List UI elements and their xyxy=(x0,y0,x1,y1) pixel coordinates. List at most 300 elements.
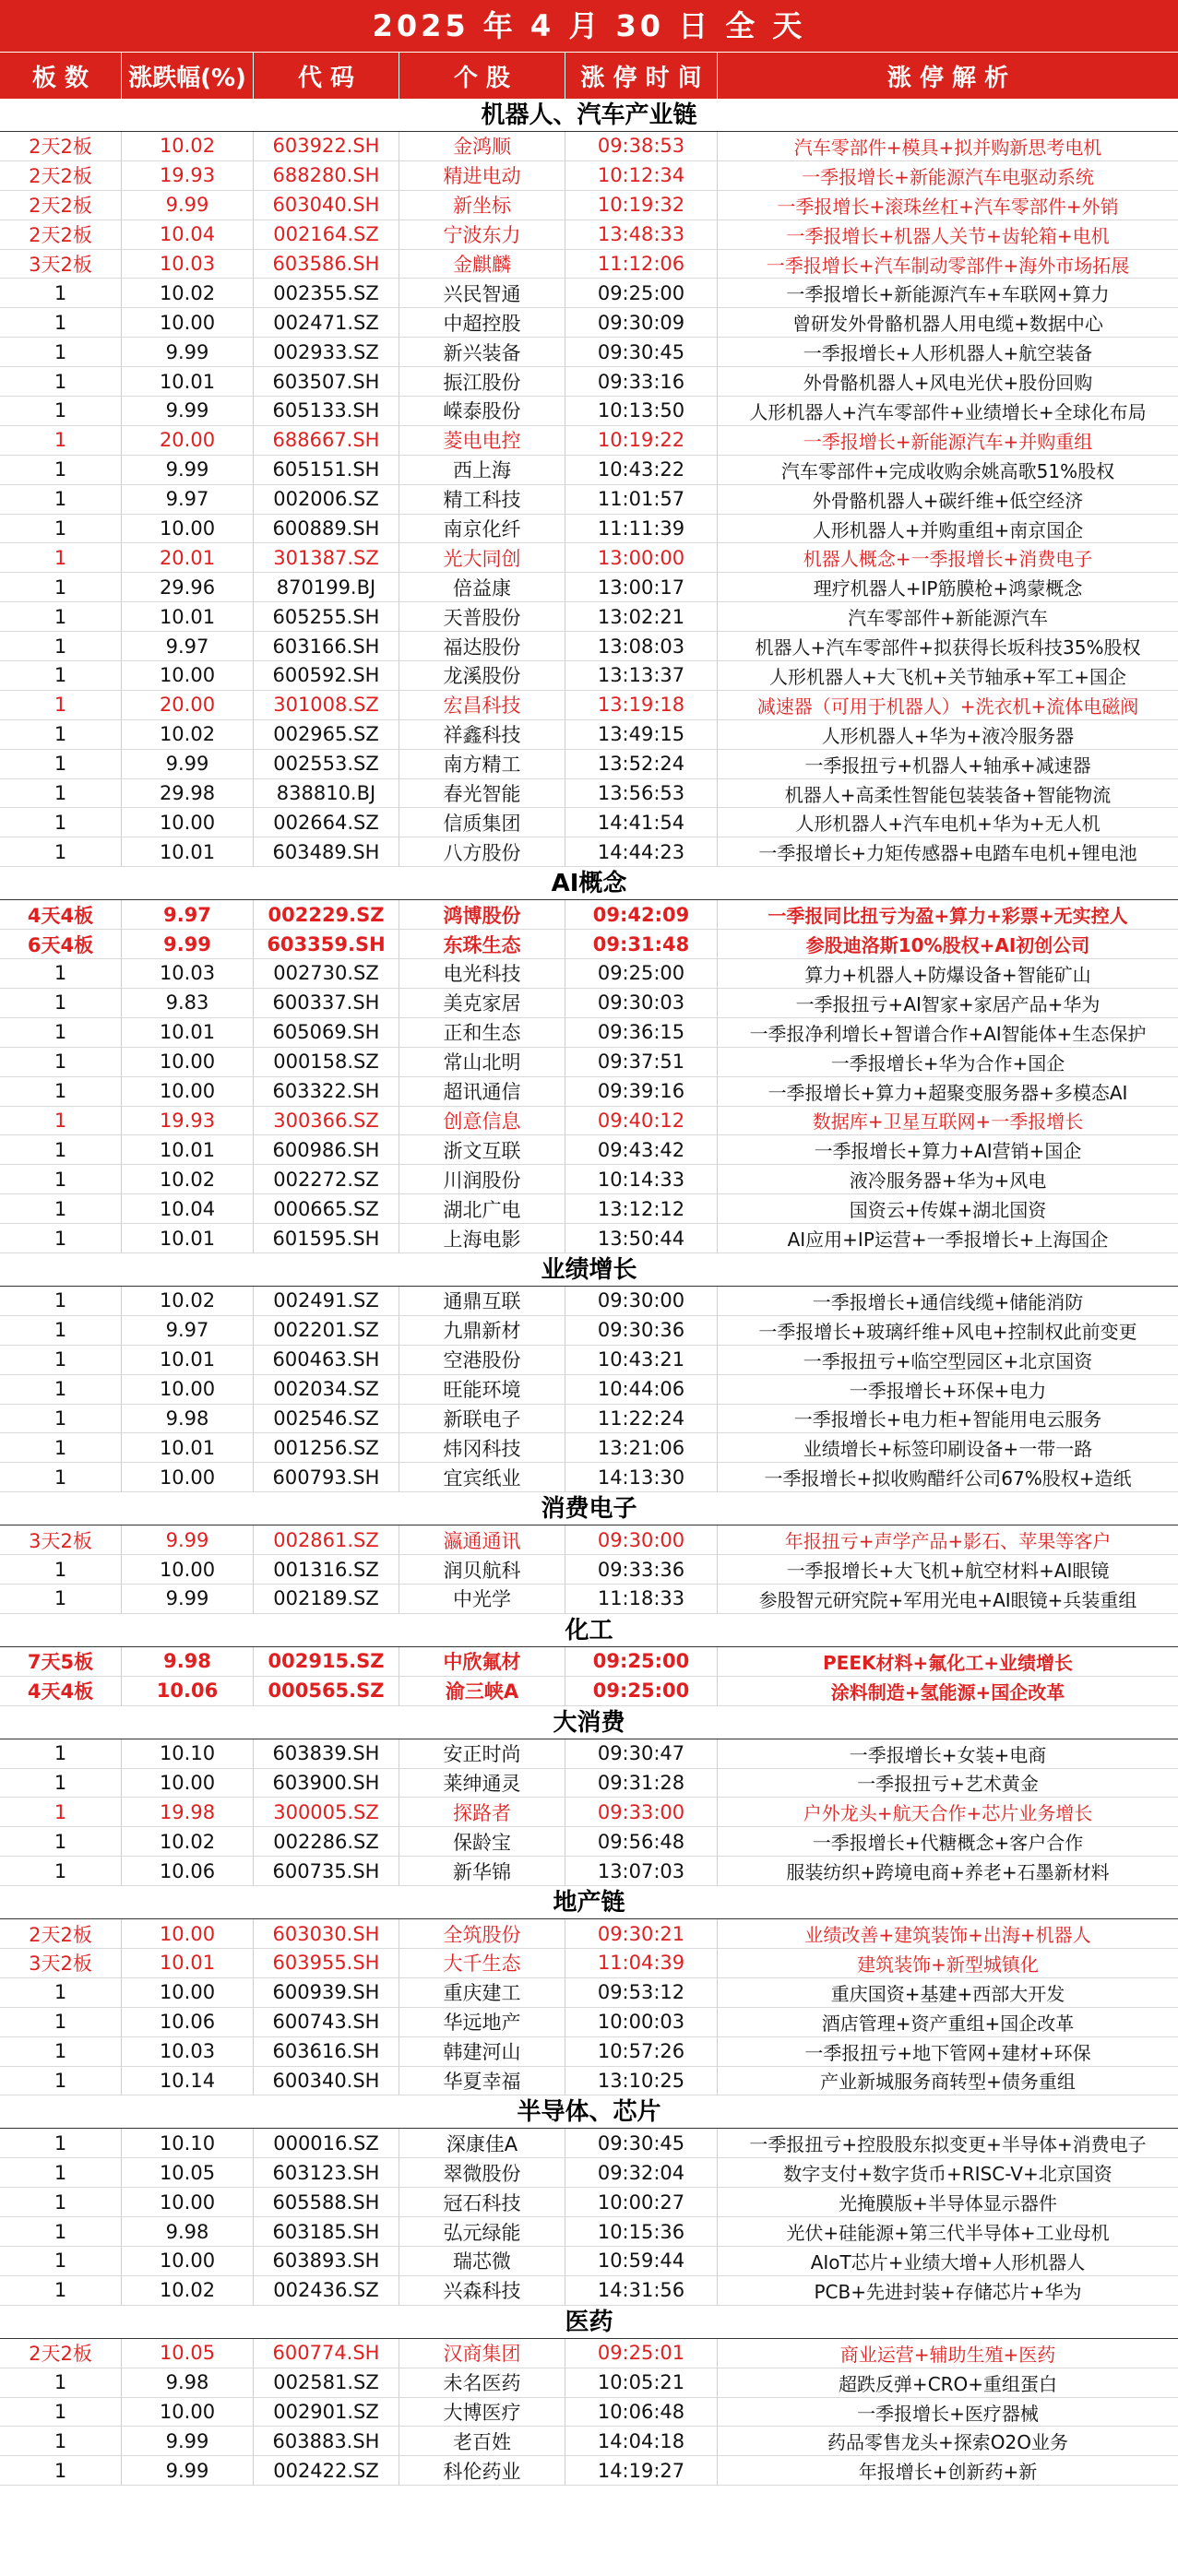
board-count-cell: 1 xyxy=(0,1555,122,1585)
stock-name-cell: 新坐标 xyxy=(399,191,565,220)
limit-time-cell: 09:31:28 xyxy=(565,1769,718,1798)
table-row xyxy=(0,1463,1178,1492)
header-code: 代 码 xyxy=(254,53,399,99)
table-row xyxy=(0,308,1178,338)
limit-time-cell: 09:33:16 xyxy=(565,367,718,397)
table-row xyxy=(0,691,1178,720)
code-cell: 600592.SH xyxy=(254,661,399,691)
analysis-cell: 一季报增长+汽车制动零部件+海外市场拓展 xyxy=(718,250,1178,279)
limit-time-cell: 09:25:01 xyxy=(565,2339,718,2368)
board-count-cell: 1 xyxy=(0,485,122,515)
change-pct-cell: 9.97 xyxy=(122,900,254,930)
table-row xyxy=(0,1525,1178,1555)
table-row xyxy=(0,250,1178,279)
board-count-cell: 1 xyxy=(0,308,122,338)
stock-name-cell: 老百姓 xyxy=(399,2427,565,2456)
limit-time-cell: 14:31:56 xyxy=(565,2276,718,2306)
code-cell: 600793.SH xyxy=(254,1463,399,1492)
change-pct-cell: 10.06 xyxy=(122,1857,254,1886)
table-row xyxy=(0,191,1178,220)
limit-time-cell: 14:41:54 xyxy=(565,808,718,837)
code-cell: 600889.SH xyxy=(254,515,399,544)
stock-name-cell: 上海电影 xyxy=(399,1224,565,1253)
analysis-cell: 一季报增长+力矩传感器+电踏车电机+锂电池 xyxy=(718,837,1178,867)
code-cell: 601595.SH xyxy=(254,1224,399,1253)
table-row xyxy=(0,1978,1178,2008)
table-row xyxy=(0,485,1178,515)
limit-time-cell: 09:56:48 xyxy=(565,1827,718,1857)
table-row xyxy=(0,338,1178,367)
code-cell: 002201.SZ xyxy=(254,1316,399,1346)
table-row xyxy=(0,2158,1178,2188)
board-count-cell: 3天2板 xyxy=(0,1525,122,1555)
board-count-cell: 1 xyxy=(0,1769,122,1798)
table-row xyxy=(0,279,1178,308)
board-count-cell: 1 xyxy=(0,543,122,573)
board-count-cell: 1 xyxy=(0,1857,122,1886)
board-count-cell: 1 xyxy=(0,2427,122,2456)
analysis-cell: 一季报同比扭亏为盈+算力+彩票+无实控人 xyxy=(718,900,1178,930)
limit-time-cell: 09:30:00 xyxy=(565,1525,718,1555)
table-row xyxy=(0,1077,1178,1107)
limit-time-cell: 09:25:00 xyxy=(565,279,718,308)
stock-name-cell: 菱电电控 xyxy=(399,426,565,456)
code-cell: 002229.SZ xyxy=(254,900,399,930)
code-cell: 870199.BJ xyxy=(254,573,399,602)
code-cell: 000016.SZ xyxy=(254,2129,399,2158)
stock-name-cell: 湖北广电 xyxy=(399,1194,565,1224)
change-pct-cell: 10.00 xyxy=(122,2398,254,2428)
analysis-cell: 药品零售龙头+探索O2O业务 xyxy=(718,2427,1178,2456)
analysis-cell: 一季报扭亏+控股股东拟变更+半导体+消费电子 xyxy=(718,2129,1178,2158)
code-cell: 002915.SZ xyxy=(254,1647,399,1677)
analysis-cell: 一季报增长+电力柜+智能用电云服务 xyxy=(718,1405,1178,1434)
limit-time-cell: 14:13:30 xyxy=(565,1463,718,1492)
analysis-cell: 一季报净利增长+智谱合作+AI智能体+生态保护 xyxy=(718,1018,1178,1048)
stock-name-cell: 空港股份 xyxy=(399,1346,565,1375)
change-pct-cell: 10.03 xyxy=(122,250,254,279)
section-header: 地产链 xyxy=(0,1886,1178,1919)
analysis-cell: 一季报增长+新能源汽车电驱动系统 xyxy=(718,161,1178,191)
analysis-cell: 一季报增长+滚珠丝杠+汽车零部件+外销 xyxy=(718,191,1178,220)
code-cell: 002006.SZ xyxy=(254,485,399,515)
table-row xyxy=(0,1346,1178,1375)
board-count-cell: 1 xyxy=(0,1798,122,1827)
change-pct-cell: 10.04 xyxy=(122,220,254,250)
limit-time-cell: 11:12:06 xyxy=(565,250,718,279)
analysis-cell: 一季报扭亏+艺术黄金 xyxy=(718,1769,1178,1798)
analysis-cell: 机器人+汽车零部件+拟获得长坂科技35%股权 xyxy=(718,632,1178,661)
stock-name-cell: 宏昌科技 xyxy=(399,691,565,720)
limit-time-cell: 09:42:09 xyxy=(565,900,718,930)
limit-time-cell: 09:33:36 xyxy=(565,1555,718,1585)
limit-time-cell: 09:30:36 xyxy=(565,1316,718,1346)
analysis-cell: 人形机器人+华为+液冷服务器 xyxy=(718,720,1178,750)
board-count-cell: 1 xyxy=(0,2368,122,2398)
change-pct-cell: 19.98 xyxy=(122,1798,254,1827)
analysis-cell: 外骨骼机器人+碳纤维+低空经济 xyxy=(718,485,1178,515)
change-pct-cell: 10.01 xyxy=(122,1433,254,1463)
limit-time-cell: 09:25:00 xyxy=(565,1677,718,1706)
table-row xyxy=(0,1555,1178,1585)
code-cell: 600337.SH xyxy=(254,989,399,1018)
limit-time-cell: 09:25:00 xyxy=(565,1647,718,1677)
table-row xyxy=(0,220,1178,250)
analysis-cell: AIoT芯片+业绩大增+人形机器人 xyxy=(718,2247,1178,2276)
analysis-cell: 一季报增长+人形机器人+航空装备 xyxy=(718,338,1178,367)
analysis-cell: 人形机器人+汽车电机+华为+无人机 xyxy=(718,808,1178,837)
change-pct-cell: 10.00 xyxy=(122,1463,254,1492)
code-cell: 603955.SH xyxy=(254,1949,399,1978)
code-cell: 002436.SZ xyxy=(254,2276,399,2306)
table-row xyxy=(0,720,1178,750)
code-cell: 600986.SH xyxy=(254,1135,399,1165)
code-cell: 002901.SZ xyxy=(254,2398,399,2428)
change-pct-cell: 10.00 xyxy=(122,1769,254,1798)
limit-time-cell: 11:22:24 xyxy=(565,1405,718,1434)
change-pct-cell: 10.01 xyxy=(122,837,254,867)
code-cell: 002355.SZ xyxy=(254,279,399,308)
code-cell: 603586.SH xyxy=(254,250,399,279)
analysis-cell: 酒店管理+资产重组+国企改革 xyxy=(718,2008,1178,2037)
code-cell: 000665.SZ xyxy=(254,1194,399,1224)
code-cell: 300005.SZ xyxy=(254,1798,399,1827)
stock-name-cell: 炜冈科技 xyxy=(399,1433,565,1463)
board-count-cell: 1 xyxy=(0,456,122,485)
code-cell: 605255.SH xyxy=(254,602,399,632)
board-count-cell: 3天2板 xyxy=(0,1949,122,1978)
table-row xyxy=(0,661,1178,691)
change-pct-cell: 10.02 xyxy=(122,720,254,750)
limit-time-cell: 09:31:48 xyxy=(565,930,718,959)
limit-time-cell: 14:44:23 xyxy=(565,837,718,867)
change-pct-cell: 9.98 xyxy=(122,1647,254,1677)
code-cell: 603883.SH xyxy=(254,2427,399,2456)
stock-name-cell: 美克家居 xyxy=(399,989,565,1018)
analysis-cell: 一季报增长+玻璃纤维+风电+控制权此前变更 xyxy=(718,1316,1178,1346)
limit-time-cell: 09:43:42 xyxy=(565,1135,718,1165)
change-pct-cell: 10.06 xyxy=(122,2008,254,2037)
change-pct-cell: 10.10 xyxy=(122,1739,254,1769)
analysis-cell: 商业运营+辅助生殖+医药 xyxy=(718,2339,1178,2368)
section-header: 化工 xyxy=(0,1614,1178,1647)
board-count-cell: 1 xyxy=(0,2008,122,2037)
board-count-cell: 1 xyxy=(0,1048,122,1077)
table-row xyxy=(0,632,1178,661)
table-header xyxy=(0,52,1178,99)
limit-time-cell: 09:30:03 xyxy=(565,989,718,1018)
limit-time-cell: 10:00:03 xyxy=(565,2008,718,2037)
board-count-cell: 1 xyxy=(0,1287,122,1316)
limit-time-cell: 09:30:45 xyxy=(565,2129,718,2158)
table-row xyxy=(0,779,1178,809)
change-pct-cell: 9.99 xyxy=(122,456,254,485)
header-analysis: 涨 停 解 析 xyxy=(886,64,1009,92)
table-row xyxy=(0,602,1178,632)
change-pct-cell: 9.99 xyxy=(122,750,254,779)
table-row xyxy=(0,573,1178,602)
table-row xyxy=(0,1798,1178,1827)
analysis-cell: 算力+机器人+防爆设备+智能矿山 xyxy=(718,959,1178,989)
stock-name-cell: 翠微股份 xyxy=(399,2158,565,2188)
stock-name-cell: 华远地产 xyxy=(399,2008,565,2037)
stock-name-cell: 大博医疗 xyxy=(399,2398,565,2428)
analysis-cell: 一季报增长+机器人关节+齿轮箱+电机 xyxy=(718,220,1178,250)
board-count-cell: 1 xyxy=(0,2217,122,2247)
stock-name-cell: 九鼎新材 xyxy=(399,1316,565,1346)
table-row xyxy=(0,959,1178,989)
change-pct-cell: 10.00 xyxy=(122,1077,254,1107)
table-row xyxy=(0,1769,1178,1798)
code-cell: 002730.SZ xyxy=(254,959,399,989)
table-row xyxy=(0,1405,1178,1434)
limit-time-cell: 13:52:24 xyxy=(565,750,718,779)
analysis-cell: 一季报增长+新能源汽车+并购重组 xyxy=(718,426,1178,456)
analysis-cell: 年报扭亏+声学产品+影石、苹果等客户 xyxy=(718,1525,1178,1555)
code-cell: 603900.SH xyxy=(254,1769,399,1798)
change-pct-cell: 20.00 xyxy=(122,426,254,456)
limit-time-cell: 13:00:17 xyxy=(565,573,718,602)
table-row xyxy=(0,1048,1178,1077)
section-header: 医药 xyxy=(0,2306,1178,2339)
stock-name-cell: 南京化纤 xyxy=(399,515,565,544)
analysis-cell: PEEK材料+氟化工+业绩增长 xyxy=(718,1647,1178,1677)
code-cell: 605151.SH xyxy=(254,456,399,485)
analysis-cell: 业绩改善+建筑装饰+出海+机器人 xyxy=(718,1919,1178,1949)
code-cell: 002861.SZ xyxy=(254,1525,399,1555)
analysis-cell: 产业新城服务商转型+债务重组 xyxy=(718,2067,1178,2096)
change-pct-cell: 10.00 xyxy=(122,808,254,837)
stock-name-cell: 信质集团 xyxy=(399,808,565,837)
analysis-cell: 液冷服务器+华为+风电 xyxy=(718,1165,1178,1194)
stock-name-cell: 安正时尚 xyxy=(399,1739,565,1769)
board-count-cell: 1 xyxy=(0,1978,122,2008)
stock-name-cell: 电光科技 xyxy=(399,959,565,989)
table-row xyxy=(0,989,1178,1018)
board-count-cell: 1 xyxy=(0,1463,122,1492)
stock-name-cell: 超讯通信 xyxy=(399,1077,565,1107)
board-count-cell: 1 xyxy=(0,837,122,867)
table-body xyxy=(0,99,1178,2486)
analysis-cell: 人形机器人+大飞机+关节轴承+军工+国企 xyxy=(718,661,1178,691)
change-pct-cell: 10.01 xyxy=(122,1018,254,1048)
analysis-cell: 汽车零部件+完成收购余姚高歌51%股权 xyxy=(718,456,1178,485)
stock-name-cell: 润贝航科 xyxy=(399,1555,565,1585)
board-count-cell: 1 xyxy=(0,2158,122,2188)
analysis-cell: 涂料制造+氢能源+国企改革 xyxy=(718,1677,1178,1706)
table-row xyxy=(0,1135,1178,1165)
stock-name-cell: 瑞芯微 xyxy=(399,2247,565,2276)
stock-name-cell: 嵘泰股份 xyxy=(399,397,565,426)
board-count-cell: 1 xyxy=(0,808,122,837)
analysis-cell: PCB+先进封装+存储芯片+华为 xyxy=(718,2276,1178,2306)
table-row xyxy=(0,1949,1178,1978)
change-pct-cell: 9.99 xyxy=(122,1525,254,1555)
code-cell: 300366.SZ xyxy=(254,1107,399,1136)
board-count-cell: 1 xyxy=(0,2456,122,2486)
stock-name-cell: 宁波东力 xyxy=(399,220,565,250)
board-count-cell: 1 xyxy=(0,1346,122,1375)
table-row xyxy=(0,161,1178,191)
change-pct-cell: 19.93 xyxy=(122,161,254,191)
limit-time-cell: 13:00:00 xyxy=(565,543,718,573)
analysis-cell: 一季报增长+环保+电力 xyxy=(718,1375,1178,1405)
limit-time-cell: 13:50:44 xyxy=(565,1224,718,1253)
table-row xyxy=(0,900,1178,930)
change-pct-cell: 9.97 xyxy=(122,1316,254,1346)
code-cell: 600774.SH xyxy=(254,2339,399,2368)
analysis-cell: 一季报扭亏+机器人+轴承+减速器 xyxy=(718,750,1178,779)
code-cell: 301387.SZ xyxy=(254,543,399,573)
change-pct-cell: 9.97 xyxy=(122,485,254,515)
stock-name-cell: 倍益康 xyxy=(399,573,565,602)
code-cell: 603489.SH xyxy=(254,837,399,867)
limit-time-cell: 10:44:06 xyxy=(565,1375,718,1405)
stock-name-cell: 春光智能 xyxy=(399,779,565,809)
table-row xyxy=(0,808,1178,837)
table-row xyxy=(0,1677,1178,1706)
analysis-cell: 光掩膜版+半导体显示器件 xyxy=(718,2188,1178,2217)
analysis-cell: 一季报增长+华为合作+国企 xyxy=(718,1048,1178,1077)
limit-time-cell: 09:30:21 xyxy=(565,1919,718,1949)
table-row xyxy=(0,2188,1178,2217)
change-pct-cell: 20.00 xyxy=(122,691,254,720)
analysis-cell: 一季报扭亏+AI智家+家居产品+华为 xyxy=(718,989,1178,1018)
table-row xyxy=(0,2217,1178,2247)
limit-time-cell: 13:12:12 xyxy=(565,1194,718,1224)
table-row xyxy=(0,456,1178,485)
stock-name-cell: 新兴装备 xyxy=(399,338,565,367)
change-pct-cell: 10.00 xyxy=(122,661,254,691)
code-cell: 000565.SZ xyxy=(254,1677,399,1706)
board-count-cell: 1 xyxy=(0,1375,122,1405)
analysis-cell: 一季报增长+女装+电商 xyxy=(718,1739,1178,1769)
code-cell: 002164.SZ xyxy=(254,220,399,250)
table-row xyxy=(0,1827,1178,1857)
analysis-cell: 人形机器人+汽车零部件+业绩增长+全球化布局 xyxy=(718,397,1178,426)
code-cell: 605133.SH xyxy=(254,397,399,426)
code-cell: 001316.SZ xyxy=(254,1555,399,1585)
stock-name-cell: 未名医药 xyxy=(399,2368,565,2398)
stock-name-cell: 科伦药业 xyxy=(399,2456,565,2486)
stock-name-cell: 兴民智通 xyxy=(399,279,565,308)
limit-time-cell: 13:56:53 xyxy=(565,779,718,809)
code-cell: 002034.SZ xyxy=(254,1375,399,1405)
table-row xyxy=(0,2427,1178,2456)
change-pct-cell: 10.02 xyxy=(122,2276,254,2306)
change-pct-cell: 9.98 xyxy=(122,2368,254,2398)
stock-name-cell: 全筑股份 xyxy=(399,1919,565,1949)
limit-time-cell: 09:38:53 xyxy=(565,132,718,161)
change-pct-cell: 10.01 xyxy=(122,367,254,397)
stock-name-cell: 光大同创 xyxy=(399,543,565,573)
analysis-cell: 一季报增长+医疗器械 xyxy=(718,2398,1178,2428)
analysis-cell: 机器人概念+一季报增长+消费电子 xyxy=(718,543,1178,573)
stock-name-cell: 祥鑫科技 xyxy=(399,720,565,750)
section-header: 业绩增长 xyxy=(0,1253,1178,1287)
change-pct-cell: 10.02 xyxy=(122,279,254,308)
board-count-cell: 1 xyxy=(0,989,122,1018)
stock-name-cell: 中欣氟材 xyxy=(399,1647,565,1677)
stock-name-cell: 渝三峡A xyxy=(399,1677,565,1706)
limit-time-cell: 10:13:50 xyxy=(565,397,718,426)
board-count-cell: 1 xyxy=(0,1165,122,1194)
board-count-cell: 1 xyxy=(0,397,122,426)
analysis-cell: 一季报增长+大飞机+航空材料+AI眼镜 xyxy=(718,1555,1178,1585)
board-count-cell: 1 xyxy=(0,2067,122,2096)
change-pct-cell: 29.98 xyxy=(122,779,254,809)
change-pct-cell: 9.99 xyxy=(122,2456,254,2486)
code-cell: 603839.SH xyxy=(254,1739,399,1769)
table-row xyxy=(0,2368,1178,2398)
analysis-cell: 一季报增长+通信线缆+储能消防 xyxy=(718,1287,1178,1316)
code-cell: 600939.SH xyxy=(254,1978,399,2008)
table-row xyxy=(0,1165,1178,1194)
stock-name-cell: 华夏幸福 xyxy=(399,2067,565,2096)
table-row xyxy=(0,426,1178,456)
change-pct-cell: 10.03 xyxy=(122,2037,254,2067)
code-cell: 603185.SH xyxy=(254,2217,399,2247)
stock-name-cell: 天普股份 xyxy=(399,602,565,632)
code-cell: 605588.SH xyxy=(254,2188,399,2217)
stock-name-cell: 莱绅通灵 xyxy=(399,1769,565,1798)
change-pct-cell: 19.93 xyxy=(122,1107,254,1136)
limit-time-cell: 11:11:39 xyxy=(565,515,718,544)
analysis-cell: 重庆国资+基建+西部大开发 xyxy=(718,1978,1178,2008)
code-cell: 002546.SZ xyxy=(254,1405,399,1434)
header-change-pct: 涨跌幅(%) xyxy=(122,53,254,99)
board-count-cell: 2天2板 xyxy=(0,220,122,250)
table-row xyxy=(0,1585,1178,1614)
stock-name-cell: 冠石科技 xyxy=(399,2188,565,2217)
board-count-cell: 2天2板 xyxy=(0,1919,122,1949)
board-count-cell: 1 xyxy=(0,2188,122,2217)
change-pct-cell: 10.14 xyxy=(122,2067,254,2096)
stock-name-cell: 宜宾纸业 xyxy=(399,1463,565,1492)
limit-time-cell: 13:48:33 xyxy=(565,220,718,250)
board-count-cell: 1 xyxy=(0,573,122,602)
limit-time-cell: 09:39:16 xyxy=(565,1077,718,1107)
code-cell: 603616.SH xyxy=(254,2037,399,2067)
code-cell: 002491.SZ xyxy=(254,1287,399,1316)
limit-time-cell: 10:15:36 xyxy=(565,2217,718,2247)
code-cell: 002422.SZ xyxy=(254,2456,399,2486)
code-cell: 002965.SZ xyxy=(254,720,399,750)
limit-time-cell: 10:06:48 xyxy=(565,2398,718,2428)
analysis-cell: 曾研发外骨骼机器人用电缆+数据中心 xyxy=(718,308,1178,338)
change-pct-cell: 10.00 xyxy=(122,515,254,544)
change-pct-cell: 29.96 xyxy=(122,573,254,602)
change-pct-cell: 10.00 xyxy=(122,1919,254,1949)
table-row xyxy=(0,2067,1178,2096)
limit-time-cell: 10:19:22 xyxy=(565,426,718,456)
code-cell: 603166.SH xyxy=(254,632,399,661)
board-count-cell: 1 xyxy=(0,1224,122,1253)
analysis-cell: 一季报增长+算力+AI营销+国企 xyxy=(718,1135,1178,1165)
table-row xyxy=(0,2276,1178,2306)
change-pct-cell: 9.99 xyxy=(122,2427,254,2456)
stock-name-cell: 保龄宝 xyxy=(399,1827,565,1857)
change-pct-cell: 10.02 xyxy=(122,1287,254,1316)
analysis-cell: 参股智元研究院+军用光电+AI眼镜+兵装重组 xyxy=(718,1585,1178,1614)
limit-time-cell: 10:57:26 xyxy=(565,2037,718,2067)
board-count-cell: 1 xyxy=(0,1405,122,1434)
table-row xyxy=(0,132,1178,161)
code-cell: 605069.SH xyxy=(254,1018,399,1048)
change-pct-cell: 9.83 xyxy=(122,989,254,1018)
limit-time-cell: 10:05:21 xyxy=(565,2368,718,2398)
stock-name-cell: 南方精工 xyxy=(399,750,565,779)
